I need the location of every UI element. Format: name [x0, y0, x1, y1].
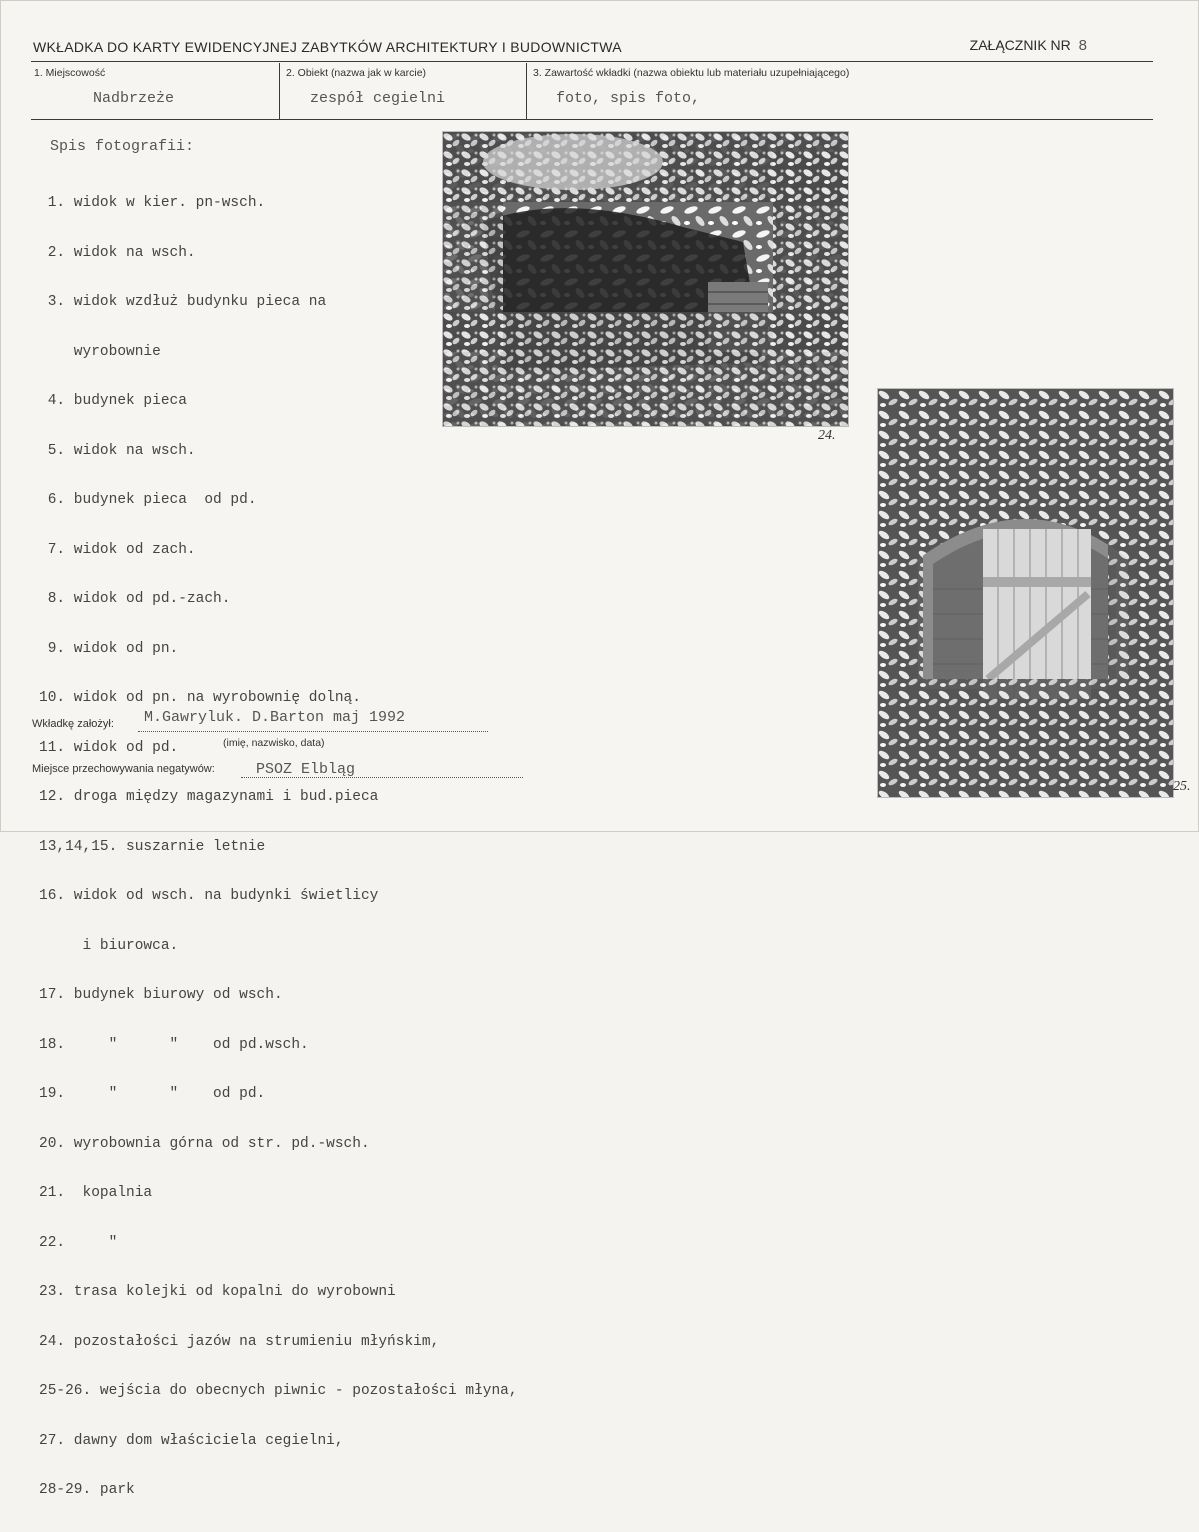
- list-item: 9. widok od pn.: [39, 640, 179, 657]
- list-item: 4. budynek pieca: [39, 393, 187, 409]
- contents-label: 3. Zawartość wkładki (nazwa obiektu lub materiału uzupełniającego): [533, 67, 850, 79]
- founded-label: Wkładkę założył:: [32, 718, 114, 730]
- list-item: 6. budynek pieca od pd.: [39, 492, 257, 508]
- list-item: 23. trasa kolejki od kopalni do wyrobowni: [39, 1284, 396, 1300]
- list-item: 19. " " od pd.: [39, 1086, 266, 1102]
- list-item: 21. kopalnia: [39, 1185, 153, 1201]
- founded-caption: (imię, nazwisko, data): [223, 737, 325, 749]
- storage-dotted-line: [241, 777, 523, 778]
- field-separator: [279, 63, 280, 119]
- list-item: 3. widok wzdłuż budynku pieca na: [39, 294, 327, 310]
- list-item: 22. ": [39, 1234, 118, 1251]
- list-item: wyrobownie: [39, 343, 161, 360]
- founded-value: M.Gawryluk. D.Barton maj 1992: [144, 709, 406, 726]
- list-item: 7. widok od zach.: [39, 541, 196, 558]
- photo-2-number: 25.: [1173, 779, 1191, 794]
- list-item: 10. widok od pn. na wyrobownię dolną.: [39, 690, 361, 706]
- photo-list-title: Spis fotografii:: [50, 138, 195, 155]
- photo-image: [443, 132, 848, 426]
- annex-label: [970, 37, 1087, 54]
- list-item: 27. dawny dom właściciela cegielni,: [39, 1432, 344, 1449]
- list-item: 1. widok w kier. pn-wsch.: [39, 195, 266, 211]
- list-item: 28-29. park: [39, 1482, 135, 1498]
- annex-label-text: ZAŁĄCZNIK NR: [969, 37, 1071, 53]
- list-item: 8. widok od pd.-zach.: [39, 591, 231, 607]
- list-item: i biurowca.: [39, 937, 179, 954]
- photo-image: [878, 389, 1173, 797]
- locality-label: 1. Miejscowość: [34, 67, 106, 79]
- storage-value: PSOZ Elbląg: [256, 761, 356, 778]
- list-item: 5. widok na wsch.: [39, 442, 196, 459]
- list-item: 18. " " od pd.wsch.: [39, 1036, 309, 1053]
- photo-cellar-entrance: [877, 388, 1174, 798]
- list-item: 2. widok na wsch.: [39, 244, 196, 261]
- founded-dotted-line: [138, 731, 488, 732]
- field-separator: [526, 63, 527, 119]
- list-item: 12. droga między magazynami i bud.pieca: [39, 789, 379, 805]
- annex-number: 8: [1078, 37, 1087, 54]
- list-item: 17. budynek biurowy od wsch.: [39, 987, 283, 1003]
- object-label: 2. Obiekt (nazwa jak w karcie): [286, 67, 427, 79]
- contents-value: foto, spis foto,: [556, 90, 701, 107]
- list-item: 16. widok od wsch. na budynki świetlicy: [39, 888, 379, 904]
- locality-value: Nadbrzeże: [93, 90, 175, 107]
- list-item: 13,14,15. suszarnie letnie: [39, 838, 266, 855]
- photo-weir-remains: [442, 131, 849, 427]
- object-value: zespół cegielni: [310, 90, 446, 107]
- photo-1-number: 24.: [818, 428, 836, 443]
- fields-divider: [31, 119, 1153, 120]
- card-title: WKŁADKA DO KARTY EWIDENCYJNEJ ZABYTKÓW ARCHITEKTURY I BUDOWNICTWA: [33, 39, 622, 55]
- storage-label: Miejsce przechowywania negatywów:: [32, 763, 215, 775]
- list-item: 24. pozostałości jazów na strumieniu młyńskim,: [39, 1333, 440, 1350]
- list-item: 25-26. wejścia do obecnych piwnic - pozostałości młyna,: [39, 1383, 518, 1399]
- list-item: 11. widok od pd.: [39, 739, 179, 756]
- header-divider: [31, 61, 1153, 62]
- list-item: 20. wyrobownia górna od str. pd.-wsch.: [39, 1135, 370, 1152]
